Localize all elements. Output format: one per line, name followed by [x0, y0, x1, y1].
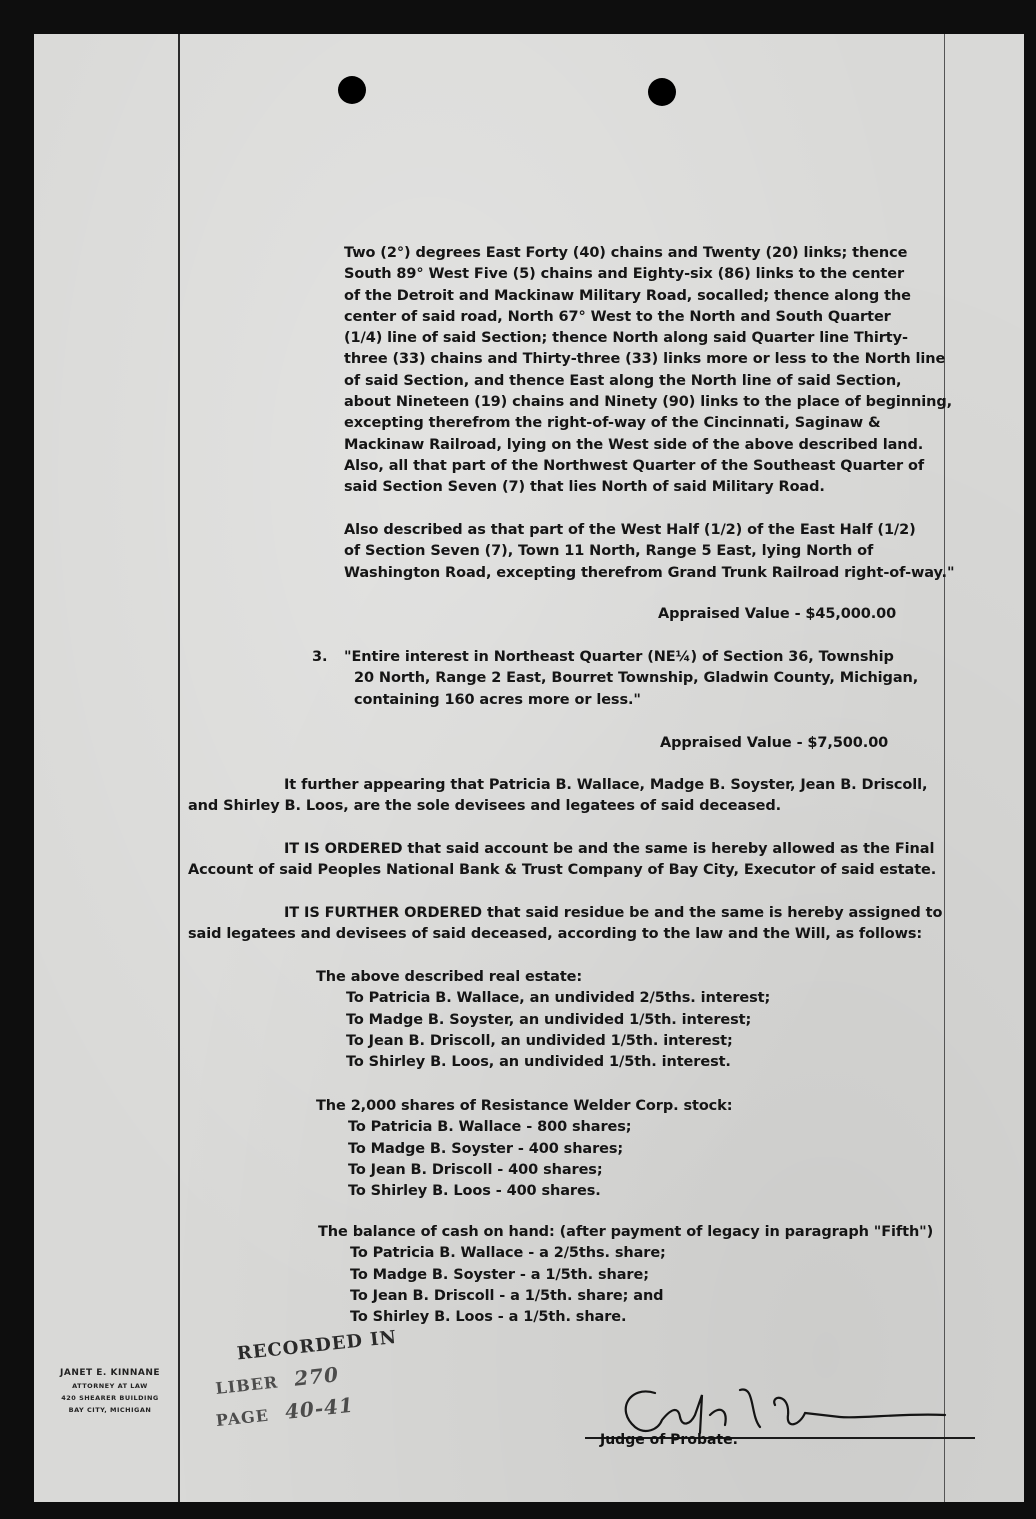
list-item: To Shirley B. Loos - 400 shares.	[348, 1183, 601, 1200]
text-line: of the Detroit and Mackinaw Military Road, socalled; thence along the	[344, 287, 911, 304]
text-line: (1/4) line of said Section; thence North along said Quarter line Thirty-	[344, 330, 908, 347]
text-line: said Section Seven (7) that lies North of said Military Road.	[344, 479, 825, 496]
text-line: three (33) chains and Thirty-three (33) links more or less to the North line	[344, 351, 946, 368]
list-item: To Patricia B. Wallace - a 2/5ths. share;	[350, 1245, 666, 1262]
left-margin-rule	[178, 34, 180, 1502]
stamp-liber-value: 270	[293, 1362, 341, 1391]
further-ordered-paragraph	[188, 903, 942, 946]
it-is-ordered-paragraph	[188, 839, 936, 882]
recorded-stamp	[214, 1326, 405, 1431]
text-line: of Section Seven (7), Town 11 North, Range 5 East, lying North of	[344, 543, 874, 560]
text-line: "Entire interest in Northeast Quarter (NE¼) of Section 36, Township	[344, 649, 894, 665]
text-line: Account of said Peoples National Bank & Trust Company of Bay City, Executor of said estate.	[188, 862, 937, 879]
attorney-address: 420 SHEARER BUILDING	[61, 1394, 159, 1402]
shares-section	[316, 1096, 732, 1202]
list-item: To Madge B. Soyster - a 1/5th. share;	[350, 1266, 649, 1283]
item-3-paragraph	[344, 647, 918, 711]
list-item: To Madge B. Soyster - 400 shares;	[348, 1140, 624, 1157]
punch-hole-right	[648, 78, 676, 106]
stamp-page-label: PAGE	[214, 1405, 270, 1431]
list-item: To Jean B. Driscoll - a 1/5th. share; and	[350, 1287, 664, 1304]
devisees-paragraph	[188, 775, 927, 818]
text-line: containing 160 acres more or less."	[354, 691, 641, 708]
text-line: It further appearing that Patricia B. Wallace, Madge B. Soyster, Jean B. Driscoll,	[284, 777, 928, 793]
text-line: 20 North, Range 2 East, Bourret Township, Gladwin County, Michigan,	[354, 670, 919, 687]
text-line: Also, all that part of the Northwest Quarter of the Southeast Quarter of	[344, 457, 925, 474]
cash-section	[318, 1222, 933, 1328]
list-item: To Jean B. Driscoll, an undivided 1/5th. interest;	[346, 1032, 733, 1049]
text-line: of said Section, and thence East along the North line of said Section,	[344, 372, 902, 389]
text-line: IT IS ORDERED that said account be and the same is hereby allowed as the Final	[284, 841, 935, 857]
attorney-title: ATTORNEY AT LAW	[72, 1382, 148, 1390]
attorney-city: BAY CITY, MICHIGAN	[68, 1406, 152, 1414]
legal-description-paragraph	[344, 243, 952, 499]
text-line: Mackinaw Railroad, lying on the West side of the above described land.	[344, 436, 924, 453]
text-line: excepting therefrom the right-of-way of the Cincinnati, Saginaw &	[344, 415, 881, 432]
text-line: Also described as that part of the West Half (1/2) of the East Half (1/2)	[344, 522, 916, 538]
appraised-value-2: Appraised Value - $7,500.00	[660, 735, 889, 751]
stamp-heading: RECORDED IN	[235, 1326, 399, 1365]
list-item: To Shirley B. Loos - a 1/5th. share.	[350, 1309, 627, 1326]
attorney-name: JANET E. KINNANE	[60, 1368, 160, 1378]
list-item: To Patricia B. Wallace - 800 shares;	[348, 1119, 632, 1136]
text-line: Two (2°) degrees East Forty (40) chains and Twenty (20) links; thence	[344, 245, 908, 261]
real-estate-section	[316, 967, 770, 1073]
item-number-3: 3.	[312, 649, 328, 665]
list-item: To Shirley B. Loos, an undivided 1/5th. interest.	[346, 1054, 731, 1071]
appraised-value-1: Appraised Value - $45,000.00	[658, 606, 897, 622]
attorney-block	[50, 1368, 170, 1414]
text-line: South 89° West Five (5) chains and Eighty-six (86) links to the center	[344, 266, 905, 283]
text-line: said legatees and devisees of said deceased, according to the law and the Will, as follows:	[188, 926, 923, 943]
section-heading: The balance of cash on hand: (after payment of legacy in paragraph "Fifth")	[318, 1224, 934, 1240]
text-line: center of said road, North 67° West to the North and South Quarter	[344, 308, 891, 325]
text-line: Washington Road, excepting therefrom Grand Trunk Railroad right-of-way."	[344, 564, 955, 581]
text-line: about Nineteen (19) chains and Ninety (90) links to the place of beginning,	[344, 394, 953, 411]
list-item: To Patricia B. Wallace, an undivided 2/5ths. interest;	[346, 990, 771, 1007]
text-line: IT IS FURTHER ORDERED that said residue be and the same is hereby assigned to	[284, 905, 943, 921]
punch-hole-left	[338, 76, 366, 104]
also-described-paragraph	[344, 520, 954, 584]
section-heading: The above described real estate:	[316, 969, 583, 985]
judge-title: Judge of Probate.	[600, 1432, 738, 1448]
section-heading: The 2,000 shares of Resistance Welder Corp. stock:	[316, 1098, 733, 1114]
list-item: To Jean B. Driscoll - 400 shares;	[348, 1161, 603, 1178]
stamp-liber-label: LIBER	[214, 1372, 279, 1398]
text-line: and Shirley B. Loos, are the sole devisees and legatees of said deceased.	[188, 798, 782, 815]
list-item: To Madge B. Soyster, an undivided 1/5th. interest;	[346, 1011, 752, 1028]
stamp-page-value: 40-41	[283, 1392, 355, 1424]
